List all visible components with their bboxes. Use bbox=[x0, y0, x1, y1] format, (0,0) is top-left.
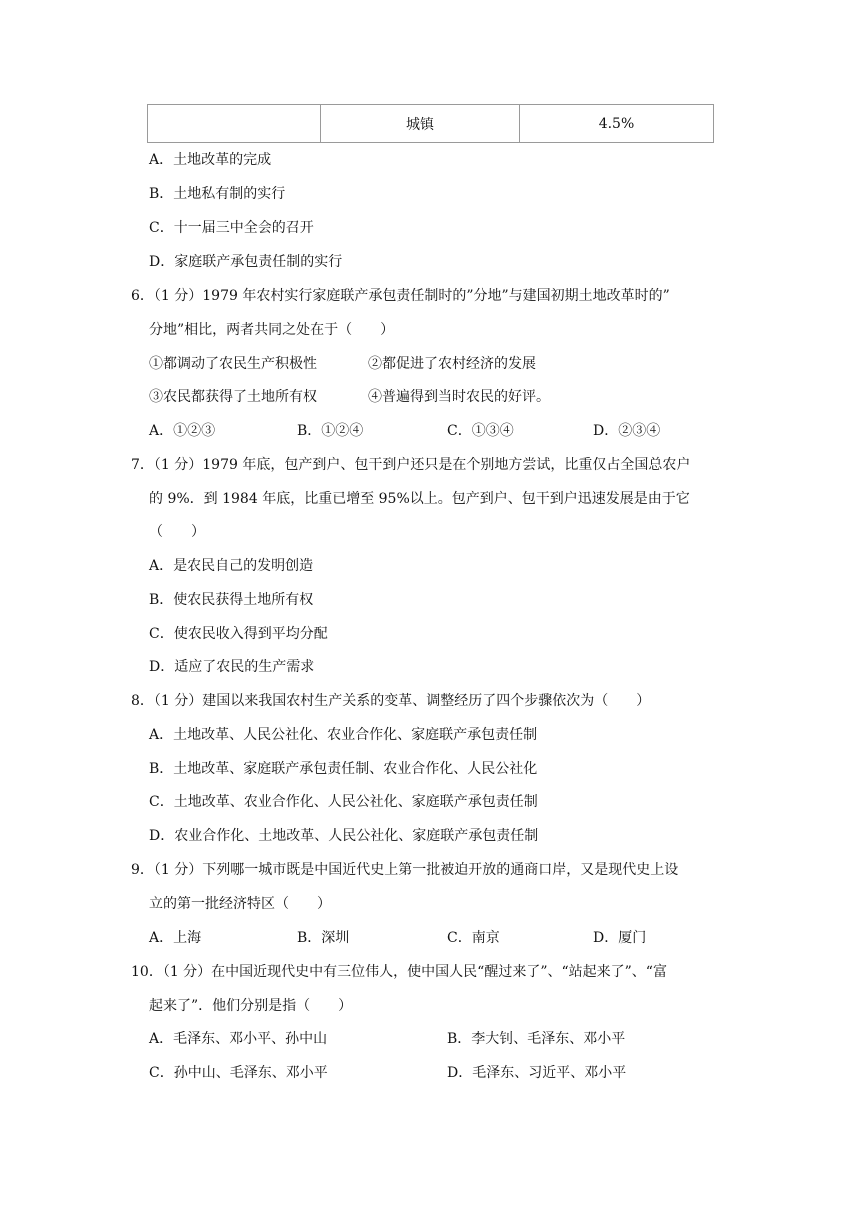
q7-option-b: B．使农民获得土地所有权 bbox=[149, 592, 314, 608]
q5-option-c: C．十一届三中全会的召开 bbox=[149, 220, 314, 236]
q6-option-d: D．②③④ bbox=[593, 423, 661, 439]
q6-option-a: A．①②③ bbox=[149, 423, 216, 439]
q5-option-a: A．土地改革的完成 bbox=[149, 152, 272, 168]
q10-option-a: A．毛泽东、邓小平、孙中山 bbox=[149, 1031, 328, 1047]
q9-option-c: C．南京 bbox=[447, 930, 500, 946]
q8-option-d: D．农业合作化、土地改革、人民公社化、家庭联产承包责任制 bbox=[149, 828, 539, 844]
q9-stem-line-2: 立的第一批经济特区（ ） bbox=[149, 896, 331, 912]
q9-option-b: B．深圳 bbox=[297, 930, 350, 946]
q10-option-b: B．李大钊、毛泽东、邓小平 bbox=[447, 1031, 626, 1047]
q10-stem-line-1: 10．（1 分）在中国近现代史中有三位伟人，使中国人民“醒过来了”、“站起来了”、“富 bbox=[131, 964, 667, 980]
data-table bbox=[147, 104, 714, 143]
q7-option-a: A．是农民自己的发明创造 bbox=[149, 558, 314, 574]
q6-statement-1: ①都调动了农民生产积极性 bbox=[149, 356, 317, 372]
q7-stem-line-3: （ ） bbox=[149, 524, 205, 540]
q8-option-a: A．土地改革、人民公社化、农业合作化、家庭联产承包责任制 bbox=[149, 727, 538, 743]
q9-option-a: A．上海 bbox=[149, 930, 202, 946]
q5-option-d: D．家庭联产承包责任制的实行 bbox=[149, 254, 343, 270]
table-row bbox=[148, 105, 714, 143]
q8-option-b: B．土地改革、家庭联产承包责任制、农业合作化、人民公社化 bbox=[149, 761, 538, 777]
q7-stem-line-2: 的 9%．到 1984 年底，比重已增至 95%以上。包产到户、包干到户迅速发展是由于它 bbox=[149, 491, 690, 507]
q8-option-c: C．土地改革、农业合作化、人民公社化、家庭联产承包责任制 bbox=[149, 794, 538, 810]
q6-option-c: C．①③④ bbox=[447, 423, 514, 439]
q10-option-c: C．孙中山、毛泽东、邓小平 bbox=[149, 1065, 328, 1081]
q9-stem-line-1: 9．（1 分）下列哪一城市既是中国近代史上第一批被迫开放的通商口岸，又是现代史上设 bbox=[131, 862, 679, 878]
q6-option-b: B．①②④ bbox=[297, 423, 364, 439]
q5-option-b: B．土地私有制的实行 bbox=[149, 186, 286, 202]
q6-statement-3: ③农民都获得了土地所有权 bbox=[149, 389, 317, 405]
q10-option-d: D．毛泽东、习近平、邓小平 bbox=[447, 1065, 627, 1081]
q6-statement-2: ②都促进了农村经济的发展 bbox=[368, 356, 536, 372]
q10-stem-line-2: 起来了”．他们分别是指（ ） bbox=[149, 998, 353, 1014]
q7-option-d: D．适应了农民的生产需求 bbox=[149, 659, 315, 675]
q9-option-d: D．厦门 bbox=[593, 930, 647, 946]
table-cell: 4.5% bbox=[520, 105, 714, 143]
q7-stem-line-1: 7．（1 分）1979 年底，包产到户、包干到户还只是在个别地方尝试，比重仅占全国总农户 bbox=[131, 457, 691, 473]
q6-stem-line-1: 6．（1 分）1979 年农村实行家庭联产承包责任制时的”分地”与建国初期土地改革时的” bbox=[131, 288, 670, 304]
q6-statement-4: ④普遍得到当时农民的好评。 bbox=[368, 389, 550, 405]
table-cell: 城镇 bbox=[321, 105, 520, 143]
table-cell bbox=[148, 105, 321, 143]
q7-option-c: C．使农民收入得到平均分配 bbox=[149, 626, 328, 642]
q8-stem-line-1: 8．（1 分）建国以来我国农村生产关系的变革、调整经历了四个步骤依次为（ ） bbox=[131, 693, 651, 709]
q6-stem-line-2: 分地”相比，两者共同之处在于（ ） bbox=[149, 322, 395, 338]
